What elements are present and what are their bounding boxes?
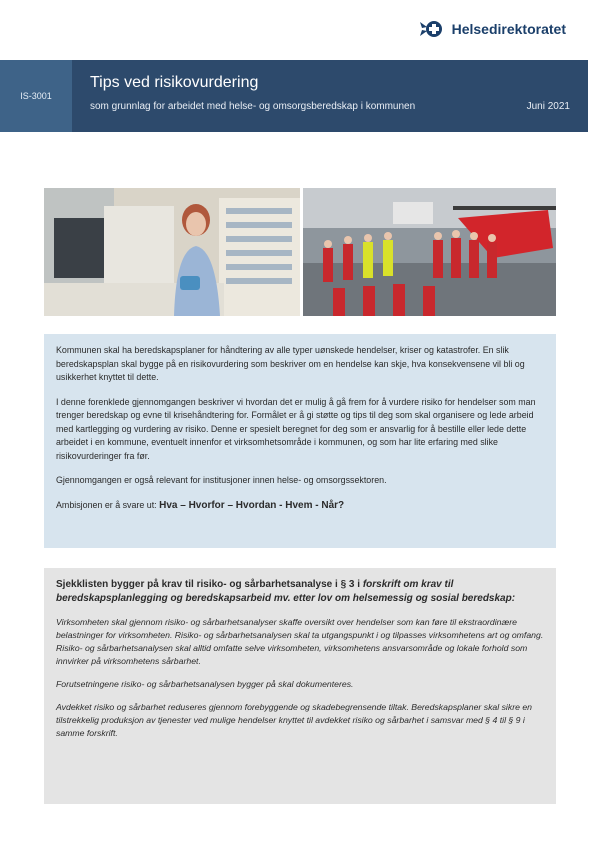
document-id: IS-3001 (0, 60, 72, 132)
ambition-lead: Ambisjonen er å svare ut: (56, 499, 160, 510)
checklist-title-lead: Sjekklisten bygger på krav til risiko- og sårbarhetsanalyse i § 3 i (56, 579, 363, 590)
regulation-name: forskrift om krav til beredskapsplanlegging og beredskapsarbeid mv. etter lov om helsemessig og sosial beredskap: (56, 579, 516, 604)
page-title: Tips ved risikovurdering (90, 74, 259, 91)
introduction-box (44, 334, 556, 548)
intro-paragraph-1: Kommunen skal ha beredskapsplaner for håndtering av alle typer uønskede hendelser, kriser og katastrofer. En slik beredskapsplan skal bygge på en risikovurdering som beskriver om en hendelse kan skje, hva konsekvensene vil bli og usikkerhet knyttet til dette. (56, 345, 525, 382)
checklist-title (56, 578, 544, 606)
checklist-paragraph-1: Virksomheten skal gjennom risiko- og sårbarhetsanalyser skaffe oversikt over hendelser som kan føre til ekstraordinære belastninger for virksomheten. Risiko- og sårbarhetsanalysen skal ta utgangspunkt i og tilpasses virksomhetens art og omfang. Risiko- og sårbarhetsanalysen skal alltid omfatte selve virksomheten, virksomhetens ansvarsområde og lokale forhold som innvirker på virksomhetens sårbarhet. (56, 617, 544, 666)
publication-date: Juni 2021 (526, 101, 570, 112)
title-banner (0, 60, 588, 132)
checklist-paragraph-3: Avdekket risiko og sårbarhet reduseres gjennom forebyggende og skadebegrensende tiltak. Beredskapsplaner skal sikre en tilstrekkelig produksjon av tjenester ved mulige hendelser knyttet til avdekket risiko og sårbarhet i samsvar med § 4 til § 9 i samme forskrift. (56, 702, 533, 738)
logo-text: Helsedirektoratet (451, 21, 566, 37)
intro-paragraph-3: Gjennomgangen er også relevant for institusjoner innen helse- og omsorgssektoren. (56, 475, 387, 485)
header-photos (44, 188, 556, 316)
intro-paragraph-2: I denne forenklede gjennomgangen beskriver vi hvordan det er mulig å gå frem for å vurdere risiko for hendelser som man trenger beredskap og evne til krisehåndtering for. Formålet er å gi støtte og tips til deg som skal organisere og lede arbeid med kartlegging og vurdering av risiko. Denne er spesielt beregnet for deg som er ansvarlig for å bestille eller lede dette arbeidet i en kommune, eventuelt innenfor et virksomhetsområde i kommunen, og som har lite erfaring med slike risikovurderinger fra før. (56, 396, 536, 461)
logo-mark-icon (418, 18, 446, 40)
pharmacy-photo (44, 188, 300, 316)
checklist-box (44, 568, 556, 804)
ambulance-crew-photo (303, 188, 556, 316)
helsedirektoratet-logo (418, 18, 566, 40)
ambition-questions: Hva – Hvorfor – Hvordan - Hvem - Når? (159, 499, 345, 511)
page-subtitle: som grunnlag for arbeidet med helse- og omsorgsberedskap i kommunen (90, 101, 416, 112)
ambition-line (56, 499, 544, 513)
checklist-paragraph-2: Forutsetningene risiko- og sårbarhetsanalysen bygger på skal dokumenteres. (56, 679, 354, 689)
